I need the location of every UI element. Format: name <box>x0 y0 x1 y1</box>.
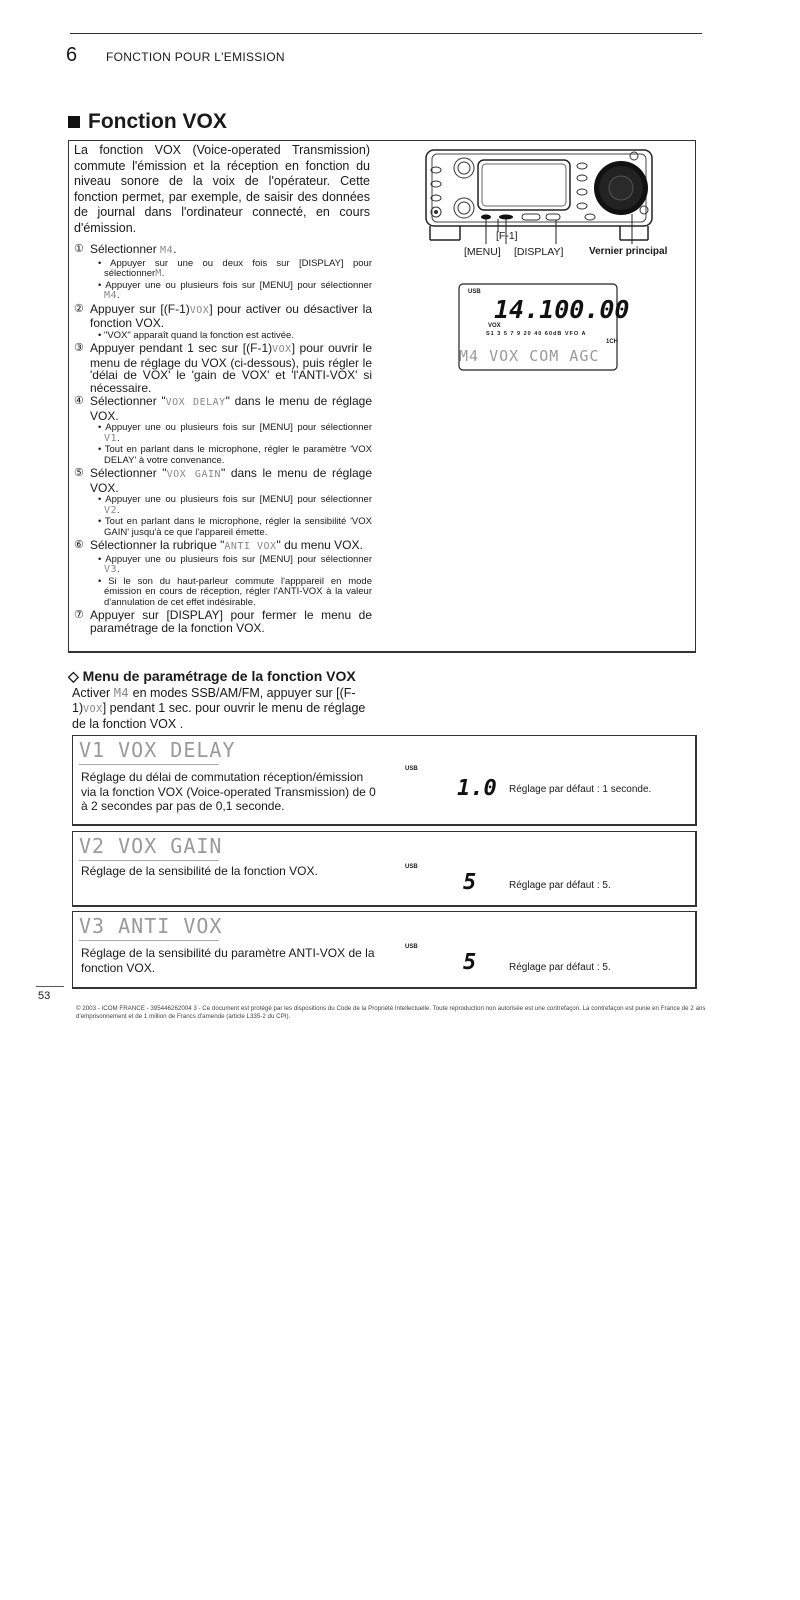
step-note <box>90 577 372 609</box>
step-number: ⑤ <box>74 467 84 479</box>
step-note <box>90 331 372 342</box>
square-bullet-icon <box>68 116 80 128</box>
step-text-end: . <box>173 242 177 256</box>
page-number: 6 <box>66 44 78 66</box>
note-end: . <box>117 432 120 444</box>
step-number: ⑦ <box>74 609 84 621</box>
steps-list <box>74 242 372 634</box>
radio-front-panel-figure <box>422 146 692 246</box>
step-number: ② <box>74 302 84 315</box>
step-4 <box>74 395 372 422</box>
note-text: • Tout en parlant dans le microphone, régler le paramètre 'VOX DELAY' à votre convenance. <box>98 444 372 466</box>
step-number: ③ <box>74 342 84 354</box>
step-note <box>90 445 372 466</box>
lcd-code: ANTI VOX <box>224 541 277 552</box>
intro-text: ] pendant 1 sec. pour ouvrir le menu de réglage de la fonction VOX . <box>72 701 366 731</box>
header-rule <box>70 33 702 34</box>
step-3 <box>74 342 372 394</box>
menu-code-underline <box>79 764 219 765</box>
callout-f1: [F-1] <box>496 230 518 242</box>
lcd-code: M <box>155 268 162 279</box>
step-text-end: ] pour ouvrir le menu de réglage du VOX (ci-dessous), puis régler le 'délai de VOX' le 'gain de VOX' et 'l'ANTI-VOX' si nécessaire. <box>90 341 373 395</box>
note-text: • Appuyer une ou plusieurs fois sur [MENU] pour sélectionner <box>98 279 372 291</box>
lcd-code: V3 <box>104 564 118 575</box>
menu-description: Réglage du délai de commutation réception/émission via la fonction VOX (Voice-operated Transmission) de 0 à 2 secondes par pas de 0,1 seconde. <box>81 770 376 813</box>
step-text-end: " dans le menu de réglage VOX. <box>90 466 373 495</box>
lcd-function-menu: M4 VOX COM AGC <box>459 347 600 365</box>
note-end: . <box>117 504 120 516</box>
intro-text: en modes SSB/AM/FM, appuyer sur [(F-1) <box>72 686 356 715</box>
menu-item-anti-vox <box>72 911 697 989</box>
page-marker: 53 <box>38 990 51 1002</box>
menu-code: V3 ANTI VOX <box>79 914 223 938</box>
page-marker-rule <box>36 986 64 987</box>
lcd-display-figure <box>458 283 630 371</box>
step-text-end: ] pour activer ou désactiver la fonction VOX. <box>90 301 373 330</box>
lcd-channel-indicator: 1CH <box>606 339 619 345</box>
step-note <box>90 517 372 538</box>
callout-vernier: Vernier principal <box>589 246 668 257</box>
step-note <box>90 281 372 302</box>
step-note <box>90 555 372 576</box>
menu-mode-indicator: USB <box>405 766 418 772</box>
note-text: • Appuyer une ou plusieurs fois sur [MENU] pour sélectionner <box>98 553 372 565</box>
step-number: ⑥ <box>74 539 84 551</box>
note-text: • Appuyer une ou plusieurs fois sur [MENU] pour sélectionner <box>98 422 372 433</box>
note-text: • "VOX" apparaît quand la fonction est activée. <box>98 329 294 341</box>
chapter-title: FONCTION POUR L'EMISSION <box>106 50 285 64</box>
section-title-text: Fonction VOX <box>88 110 227 133</box>
step-6 <box>74 539 372 554</box>
step-text: Appuyer sur [DISPLAY] pour fermer le menu de paramétrage de la fonction VOX. <box>90 608 372 635</box>
step-note <box>90 259 372 280</box>
callout-display: [DISPLAY] <box>514 246 564 258</box>
lcd-vox-indicator: VOX <box>488 323 501 329</box>
note-text: • Appuyer une ou plusieurs fois sur [MENU] pour sélectionner <box>98 494 372 505</box>
menu-description: Réglage de la sensibilité du paramètre ANTI-VOX de la fonction VOX. <box>81 946 375 975</box>
menu-mode-indicator: USB <box>405 864 418 870</box>
lcd-frequency: 14.100.00 <box>494 295 630 324</box>
intro-text: Activer <box>72 686 114 700</box>
menu-mode-indicator: USB <box>405 944 418 950</box>
note-text: • Tout en parlant dans le microphone, régler la sensibilité 'VOX GAIN' jusqu'à ce que l'appareil émette. <box>98 516 372 538</box>
lcd-s-meter-scale: S1 3 5 7 9 20 40 60dB VFO A <box>486 331 587 337</box>
step-text: Appuyer pendant 1 sec sur [(F-1) <box>90 341 273 355</box>
copyright-notice: © 2003 - ICOM FRANCE - 395446262004 3 - Ce document est protégé par les dispositions du Code de la Propriété Intellectuelle. Toute reproduction non autorisée est une contrefaçon. La contrefaçon est punie en France de 2 ans d'emprisonnement et de 1 million de Francs d'amende (article L335-2 du CPI). <box>76 1005 706 1020</box>
note-text: • Si le son du haut-parleur commute l'apppareil en mode émission en cours de réception, régler l'ANTI-VOX à la valeur d'annulation de cet effet indésirable. <box>98 575 372 608</box>
note-text: • Appuyer sur une ou deux fois sur [DISPLAY] pour sélectionner <box>98 257 372 279</box>
menu-value: 1.0 <box>457 776 497 801</box>
menu-default: Réglage par défaut : 1 seconde. <box>509 784 652 795</box>
section-intro: La fonction VOX (Voice-operated Transmission) commute l'émission et la réception en fonction du niveau sonore de la voix de l'opérateur. Cette fonction permet, par exemple, de saisir des données de journal dans l'ordinateur connecté, en cours d'émission. <box>74 143 370 235</box>
step-note <box>90 495 372 516</box>
menu-code-underline <box>79 940 219 941</box>
lcd-code: V1 <box>104 432 118 444</box>
lcd-code: VOX <box>83 704 103 715</box>
menu-item-vox-delay <box>72 735 697 826</box>
step-note <box>90 423 372 444</box>
lcd-code: VOX <box>272 344 292 355</box>
section-title <box>68 110 227 134</box>
vox-menu-intro <box>72 686 372 732</box>
note-end: . <box>161 268 165 279</box>
menu-code-underline <box>79 860 219 861</box>
step-text: Appuyer sur [(F-1) <box>90 301 190 316</box>
radio-front-panel-drawing <box>422 146 692 246</box>
lcd-code: VOX DELAY <box>165 397 226 408</box>
callout-menu: [MENU] <box>464 246 501 258</box>
step-text: Sélectionner " <box>90 394 166 408</box>
menu-value: 5 <box>463 870 477 895</box>
step-text: Sélectionner <box>90 242 161 256</box>
menu-description: Réglage de la sensibilité de la fonction VOX. <box>81 864 318 878</box>
step-text: Sélectionner la rubrique " <box>90 538 225 552</box>
step-text: Sélectionner " <box>90 466 167 480</box>
lcd-code: VOX <box>189 304 210 316</box>
step-number: ① <box>74 243 84 255</box>
step-text-end: " dans le menu de réglage VOX. <box>90 394 372 423</box>
step-1 <box>74 243 372 258</box>
note-end: . <box>117 290 120 301</box>
step-text-end: " du menu VOX. <box>276 538 363 552</box>
vox-menu-title: ◇ Menu de paramétrage de la fonction VOX <box>68 668 356 684</box>
menu-code: V1 VOX DELAY <box>79 738 236 762</box>
lcd-code: M4 <box>160 245 174 256</box>
lcd-code: M4 <box>104 290 118 301</box>
menu-code: V2 VOX GAIN <box>79 834 223 858</box>
step-number: ④ <box>74 395 84 407</box>
menu-default: Réglage par défaut : 5. <box>509 962 611 973</box>
menu-item-vox-gain <box>72 831 697 907</box>
step-7 <box>74 609 372 634</box>
step-2 <box>74 303 372 330</box>
lcd-mode-indicator: USB <box>468 289 481 295</box>
lcd-code: M4 <box>113 686 130 700</box>
lcd-code: V2 <box>104 504 118 516</box>
menu-default: Réglage par défaut : 5. <box>509 880 611 891</box>
menu-value: 5 <box>463 950 477 975</box>
step-5 <box>74 467 372 494</box>
lcd-code: VOX GAIN <box>166 469 222 480</box>
note-end: . <box>117 564 120 575</box>
